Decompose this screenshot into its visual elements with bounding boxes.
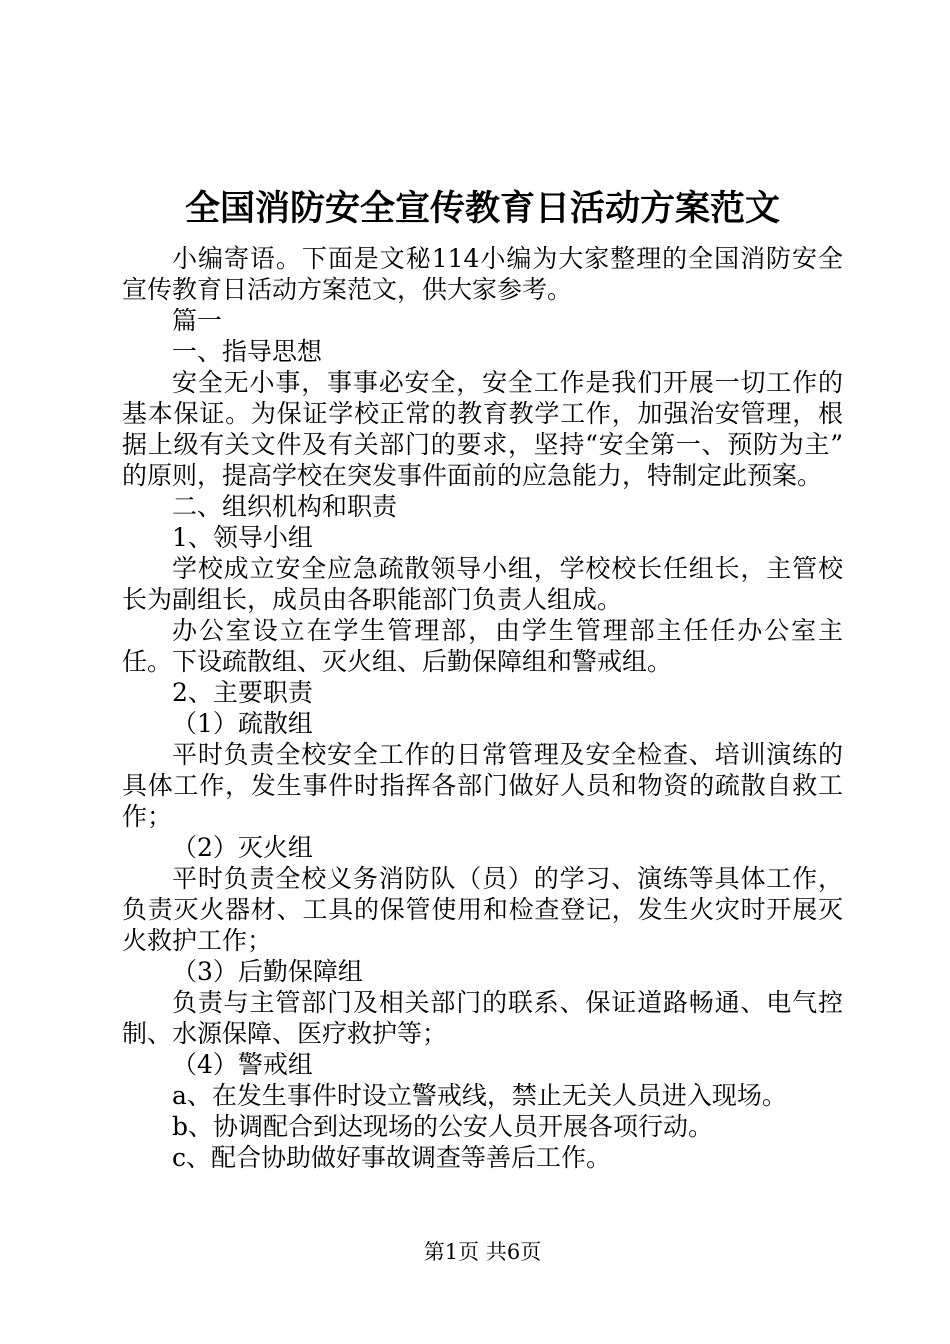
paragraph-security-duty-c: c、配合协助做好事故调查等善后工作。 — [172, 1143, 612, 1172]
paragraph-part-one-label: 篇一 — [172, 306, 223, 335]
paragraph-logistics-group-duties: 负责与主管部门及相关部门的联系、保证道路畅通、电气控制、水源保障、医疗救护等； — [122, 988, 843, 1048]
heading-leading-group: 1、领导小组 — [172, 523, 313, 552]
paragraph-leading-group-members: 学校成立安全应急疏散领导小组，学校校长任组长，主管校长为副组长，成员由各职能部门负责人组成。 — [122, 554, 843, 614]
page-footer — [122, 1239, 843, 1265]
heading-guiding-ideology: 一、指导思想 — [172, 337, 323, 366]
paragraph-security-duty-a: a、在发生事件时设立警戒线，禁止无关人员进入现场。 — [172, 1081, 787, 1110]
document-title: 全国消防安全宣传教育日活动方案范文 — [184, 188, 780, 229]
heading-main-duties: 2、主要职责 — [172, 678, 313, 707]
document-body — [122, 186, 843, 1173]
heading-firefighting-group: （2）灭火组 — [172, 833, 313, 862]
page-number-indicator: 第1页 共6页 — [423, 1240, 542, 1264]
paragraph-editor-note: 小编寄语。下面是文秘114小编为大家整理的全国消防安全宣传教育日活动方案范文，供大家参考。 — [122, 244, 843, 304]
heading-evacuation-group: （1）疏散组 — [172, 709, 313, 738]
paragraph-firefighting-group-duties: 平时负责全校义务消防队（员）的学习、演练等具体工作，负责灭火器材、工具的保管使用和检查登记，发生火灾时开展灭火救护工作； — [122, 864, 843, 955]
heading-security-group: （4）警戒组 — [172, 1050, 313, 1079]
paragraph-security-duty-b: b、协调配合到达现场的公安人员开展各项行动。 — [172, 1112, 714, 1141]
heading-logistics-group: （3）后勤保障组 — [172, 957, 363, 986]
paragraph-office-setup: 办公室设立在学生管理部，由学生管理部主任任办公室主任。下设疏散组、灭火组、后勤保障组和警戒组。 — [122, 616, 843, 676]
heading-organization-and-duties: 二、组织机构和职责 — [172, 492, 398, 521]
paragraph-guiding-ideology-body: 安全无小事，事事必安全，安全工作是我们开展一切工作的基本保证。为保证学校正常的教育教学工作，加强治安管理，根据上级有关文件及有关部门的要求，坚持“安全第一、预防为主”的原则，提高学校在突发事件面前的应急能力，特制定此预案。 — [122, 368, 843, 490]
paragraph-evacuation-group-duties: 平时负责全校安全工作的日常管理及安全检查、培训演练的具体工作，发生事件时指挥各部门做好人员和物资的疏散自救工作； — [122, 740, 843, 831]
